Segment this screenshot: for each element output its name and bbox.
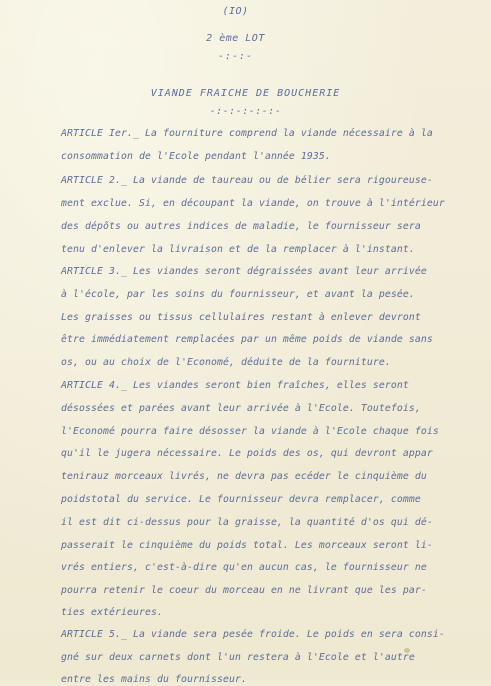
body-line: vrés entiers, c'est-à-dire qu'en aucun cas, le fournisseur ne	[61, 562, 427, 573]
body-line: entre les mains du fournisseur.	[61, 674, 247, 685]
body-line: des dépôts ou autres indices de maladie, le fournisseur sera	[61, 221, 421, 232]
body-line: ment exclue. Si, en découpant la viande, on trouve à l'intérieur	[61, 198, 445, 209]
section-title: VIANDE FRAICHE DE BOUCHERIE	[150, 88, 341, 99]
body-line: désossées et parées avant leur arrivée à l'Ecole. Toutefois,	[61, 403, 421, 414]
body-line: ARTICLE Ier._ La fourniture comprend la viande nécessaire à la	[61, 128, 433, 139]
section-separator: -:-:-:-:-:-	[209, 106, 282, 117]
body-line: Les graisses ou tissus cellulaires restant à enlever devront	[61, 312, 421, 323]
body-line: à l'école, par les soins du fournisseur, et avant la pesée.	[61, 289, 415, 300]
lot-separator: -:-:-	[217, 51, 254, 62]
body-line: l'Economé pourra faire désosser la viande à l'Ecole chaque fois	[61, 426, 439, 437]
body-line: tenu d'enlever la livraison et de la remplacer à l'instant.	[61, 244, 415, 255]
body-line: ARTICLE 3._ Les viandes seront dégraissées avant leur arrivée	[61, 266, 427, 277]
page-number: (IO)	[222, 6, 249, 17]
body-line: consommation de l'Ecole pendant l'année 1935.	[61, 151, 331, 162]
body-line: tenirauz morceaux livrés, ne devra pas ecéder le cinquième du	[61, 471, 427, 482]
body-line: ARTICLE 2._ La viande de taureau ou de bélier sera rigoureuse-	[61, 175, 433, 186]
body-line: pourra retenir le coeur du morceau en ne livrant que les par-	[61, 585, 427, 596]
lot-title: 2 ème LOT	[206, 33, 265, 44]
body-line: ties extérieures.	[61, 607, 163, 618]
body-line: os, ou au choix de l'Economé, déduite de la fourniture.	[61, 357, 391, 368]
body-line: il est dit ci-dessus pour la graisse, la quantité d'os qui dé-	[61, 517, 433, 528]
body-line: ARTICLE 5._ La viande sera pesée froide. Le poids en sera consi-	[61, 629, 445, 640]
paper-stain	[404, 648, 410, 653]
body-line: être immédiatement remplacées par un même poids de viande sans	[61, 334, 433, 345]
body-line: poidstotal du service. Le fournisseur devra remplacer, comme	[61, 494, 421, 505]
body-line: passerait le cinquième du poids total. Les morceaux seront li-	[61, 540, 433, 551]
body-line: qu'il le jugera nécessaire. Le poids des os, qui devront appar	[61, 448, 433, 459]
body-line: gné sur deux carnets dont l'un restera à l'Ecole et l'autre	[61, 652, 415, 663]
body-line: ARTICLE 4._ Les viandes seront bien fraîches, elles seront	[61, 380, 409, 391]
